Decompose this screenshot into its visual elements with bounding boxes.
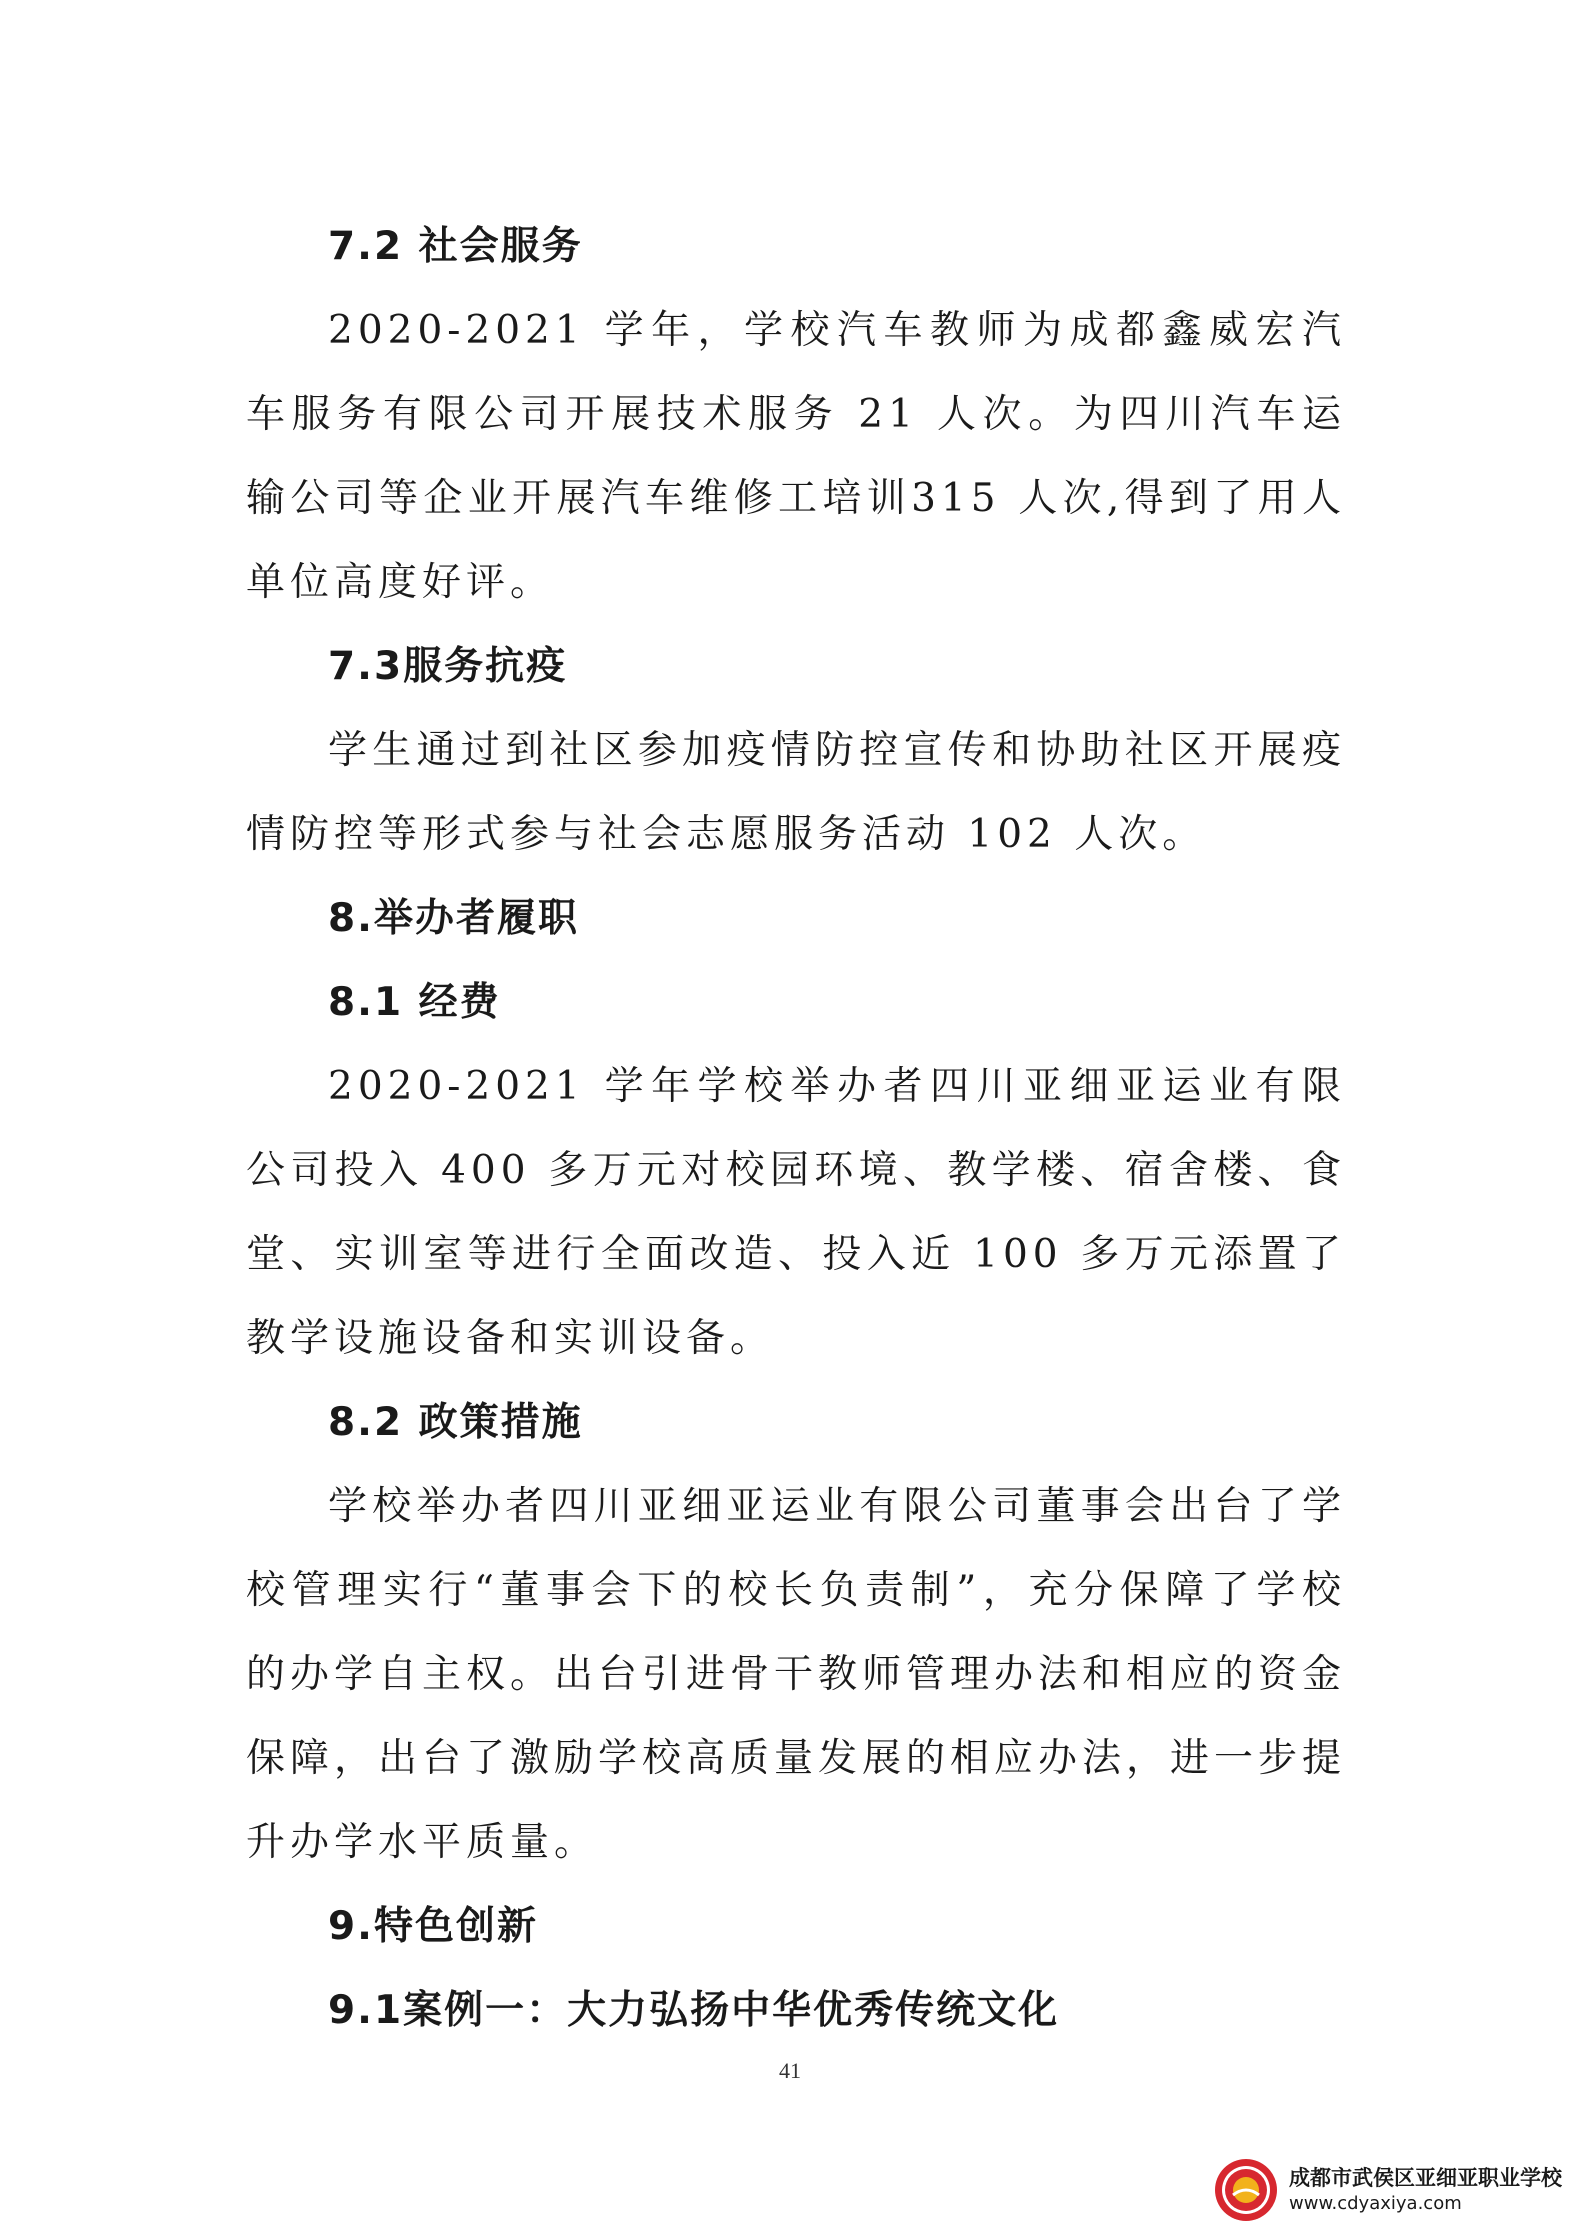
school-seal-icon	[1213, 2157, 1279, 2223]
page-number: 41	[779, 2058, 801, 2083]
paragraph-funding: 2020-2021 学年学校举办者四川亚细亚运业有限公司投入 400 多万元对校园环境、教学楼、宿舍楼、食堂、实训室等进行全面改造、投入近 100 多万元添置了教学设施设备和实训设备。	[246, 1064, 1346, 1361]
watermark-text	[1289, 2164, 1562, 2216]
heading-8-1: 8.1 经费	[328, 980, 501, 1025]
heading-7-3: 7.3服务抗疫	[328, 644, 568, 689]
heading-9: 9.特色创新	[328, 1904, 538, 1949]
paragraph-anti-epidemic: 学生通过到社区参加疫情防控宣传和协助社区开展疫情防控等形式参与社会志愿服务活动 102 人次。	[246, 728, 1346, 857]
heading-9-1: 9.1案例一：大力弘扬中华优秀传统文化	[328, 1988, 1060, 2033]
watermark-url: www.cdyaxiya.com	[1289, 2193, 1462, 2214]
heading-8: 8.举办者履职	[328, 896, 579, 941]
school-watermark	[1213, 2157, 1562, 2223]
watermark-school-name: 成都市武侯区亚细亚职业学校	[1289, 2166, 1562, 2190]
heading-8-2: 8.2 政策措施	[328, 1400, 583, 1445]
paragraph-social-service: 2020-2021 学年，学校汽车教师为成都鑫威宏汽车服务有限公司开展技术服务 21 人次。为四川汽车运输公司等企业开展汽车维修工培训315 人次,得到了用人单位高度好评。	[246, 308, 1346, 605]
paragraph-policy: 学校举办者四川亚细亚运业有限公司董事会出台了学校管理实行“董事会下的校长负责制”，充分保障了学校的办学自主权。出台引进骨干教师管理办法和相应的资金保障，出台了激励学校高质量发展的相应办法，进一步提升办学水平质量。	[246, 1484, 1347, 1865]
page-content	[246, 205, 1346, 2053]
heading-7-2: 7.2 社会服务	[328, 224, 583, 269]
